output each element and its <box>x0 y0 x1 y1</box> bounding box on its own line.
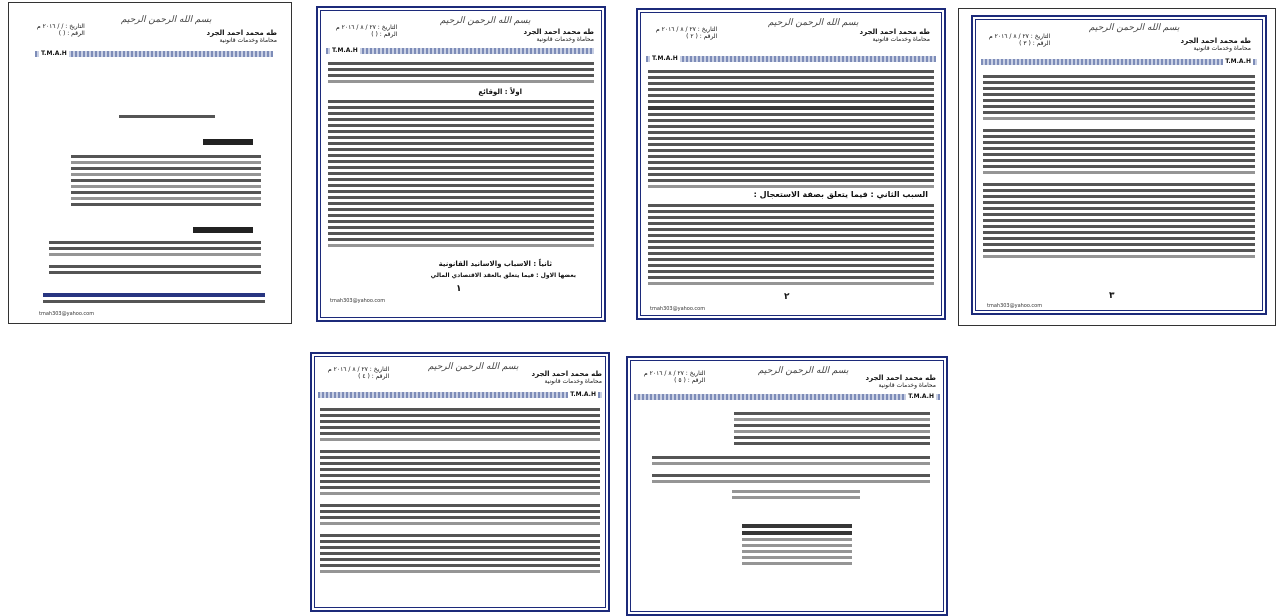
header-bar <box>634 394 940 400</box>
page-header <box>532 370 602 386</box>
section-heading: بعضها الاول : فيما يتعلق بالعقد الاقتصادي المالي <box>430 272 576 279</box>
document-page-6[interactable] <box>622 356 952 601</box>
header-subtitle: محاماة وخدمات قانونية <box>536 36 594 43</box>
body-text-block <box>652 456 930 486</box>
date-ref <box>37 23 85 37</box>
date-label: التاريخ : ٢٧ / ٨ / ٢٠١٦ م <box>656 26 718 33</box>
document-page-2[interactable] <box>300 0 622 332</box>
section-heading <box>193 227 253 233</box>
date-ref <box>336 24 397 38</box>
signature-block <box>43 293 265 306</box>
date-label: التاريخ : ٢٧ / ٨ / ٢٠١٦ م <box>644 370 706 377</box>
body-text-block <box>734 412 930 448</box>
header-name: طه محمد احمد الجرد <box>531 370 602 378</box>
bismillah-logo: بسم الله الرحمن الرحيم <box>121 15 212 25</box>
date-ref <box>328 366 389 380</box>
ref-label: الرقم : ( ) <box>371 31 398 38</box>
body-text-block <box>320 408 600 576</box>
bismillah-logo: بسم الله الرحمن الرحيم <box>758 366 849 376</box>
section-heading: السبب الثاني : فيما يتعلق بصفة الاستعجال : <box>753 190 928 199</box>
header-bar <box>326 48 594 54</box>
section-heading: اولاً : الوقائع <box>478 88 522 96</box>
ref-label: الرقم : ( ٣ ) <box>1019 40 1051 47</box>
header-subtitle: محاماة وخدمات قانونية <box>544 378 602 385</box>
body-text-block <box>732 490 860 502</box>
bar-label: T.M.A.H <box>332 47 358 54</box>
document-page-5[interactable] <box>306 352 616 601</box>
document-page-3[interactable] <box>630 2 952 330</box>
page-number: ٢ <box>784 292 790 302</box>
page-header <box>524 28 594 44</box>
ref-label: الرقم : ( ) <box>58 30 85 37</box>
bar-label: T.M.A.H <box>908 393 934 400</box>
date-ref <box>989 33 1050 47</box>
body-text-block <box>648 204 934 288</box>
header-name: طه محمد احمد الجرد <box>1180 37 1251 45</box>
bismillah-logo: بسم الله الرحمن الرحيم <box>1089 23 1180 33</box>
body-text-block <box>983 75 1255 261</box>
page-header <box>207 29 277 45</box>
ref-label: الرقم : ( ٤ ) <box>358 373 390 380</box>
header-bar <box>318 392 602 398</box>
date-ref <box>656 26 717 40</box>
page-header <box>860 28 930 44</box>
document-page-1[interactable] <box>8 2 292 324</box>
header-bar <box>646 56 936 62</box>
header-bar <box>981 59 1257 65</box>
date-ref <box>644 370 705 384</box>
bismillah-logo: بسم الله الرحمن الرحيم <box>428 362 519 372</box>
body-text-block <box>119 115 215 121</box>
header-subtitle: محاماة وخدمات قانونية <box>1193 45 1251 52</box>
footer-email: tmah303@yahoo.com <box>39 311 95 317</box>
date-label: التاريخ : ٢٧ / ٨ / ٢٠١٦ م <box>336 24 398 31</box>
ref-label: الرقم : ( ٢ ) <box>686 33 718 40</box>
footer-email: tmah303@yahoo.com <box>650 306 706 312</box>
bismillah-logo: بسم الله الرحمن الرحيم <box>440 16 531 26</box>
section-heading <box>203 139 253 145</box>
header-name: طه محمد احمد الجرد <box>206 29 277 37</box>
bar-label: T.M.A.H <box>570 391 596 398</box>
section-heading: ثانياً : الاسباب والاسانيد القانونية <box>438 260 552 268</box>
header-name: طه محمد احمد الجرد <box>865 374 936 382</box>
date-label: التاريخ : / / ٢٠١٦ م <box>37 23 85 30</box>
document-page-4[interactable] <box>958 8 1276 326</box>
ref-label: الرقم : ( ٥ ) <box>674 377 706 384</box>
body-text-block <box>648 70 934 191</box>
page-header <box>1181 37 1251 53</box>
body-text-block <box>71 155 261 209</box>
body-text-block <box>49 241 261 277</box>
footer-email: tmah303@yahoo.com <box>330 298 386 304</box>
header-name: طه محمد احمد الجرد <box>523 28 594 36</box>
date-label: التاريخ : ٢٧ / ٨ / ٢٠١٦ م <box>328 366 390 373</box>
body-text-block <box>328 100 594 250</box>
page-number: ٣ <box>1109 291 1115 301</box>
header-subtitle: محاماة وخدمات قانونية <box>219 37 277 44</box>
signature-block <box>742 524 852 568</box>
bar-label: T.M.A.H <box>1225 58 1251 65</box>
body-text-block <box>328 62 594 86</box>
page-number: ١ <box>456 284 462 294</box>
header-name: طه محمد احمد الجرد <box>859 28 930 36</box>
bismillah-logo: بسم الله الرحمن الرحيم <box>768 18 859 28</box>
header-subtitle: محاماة وخدمات قانونية <box>872 36 930 43</box>
header-subtitle: محاماة وخدمات قانونية <box>878 382 936 389</box>
header-bar <box>35 51 273 57</box>
bar-label: T.M.A.H <box>41 50 67 57</box>
date-label: التاريخ : ٢٧ / ٨ / ٢٠١٦ م <box>989 33 1051 40</box>
footer-email: tmah303@yahoo.com <box>987 303 1043 309</box>
bar-label: T.M.A.H <box>652 55 678 62</box>
page-header <box>866 374 936 390</box>
